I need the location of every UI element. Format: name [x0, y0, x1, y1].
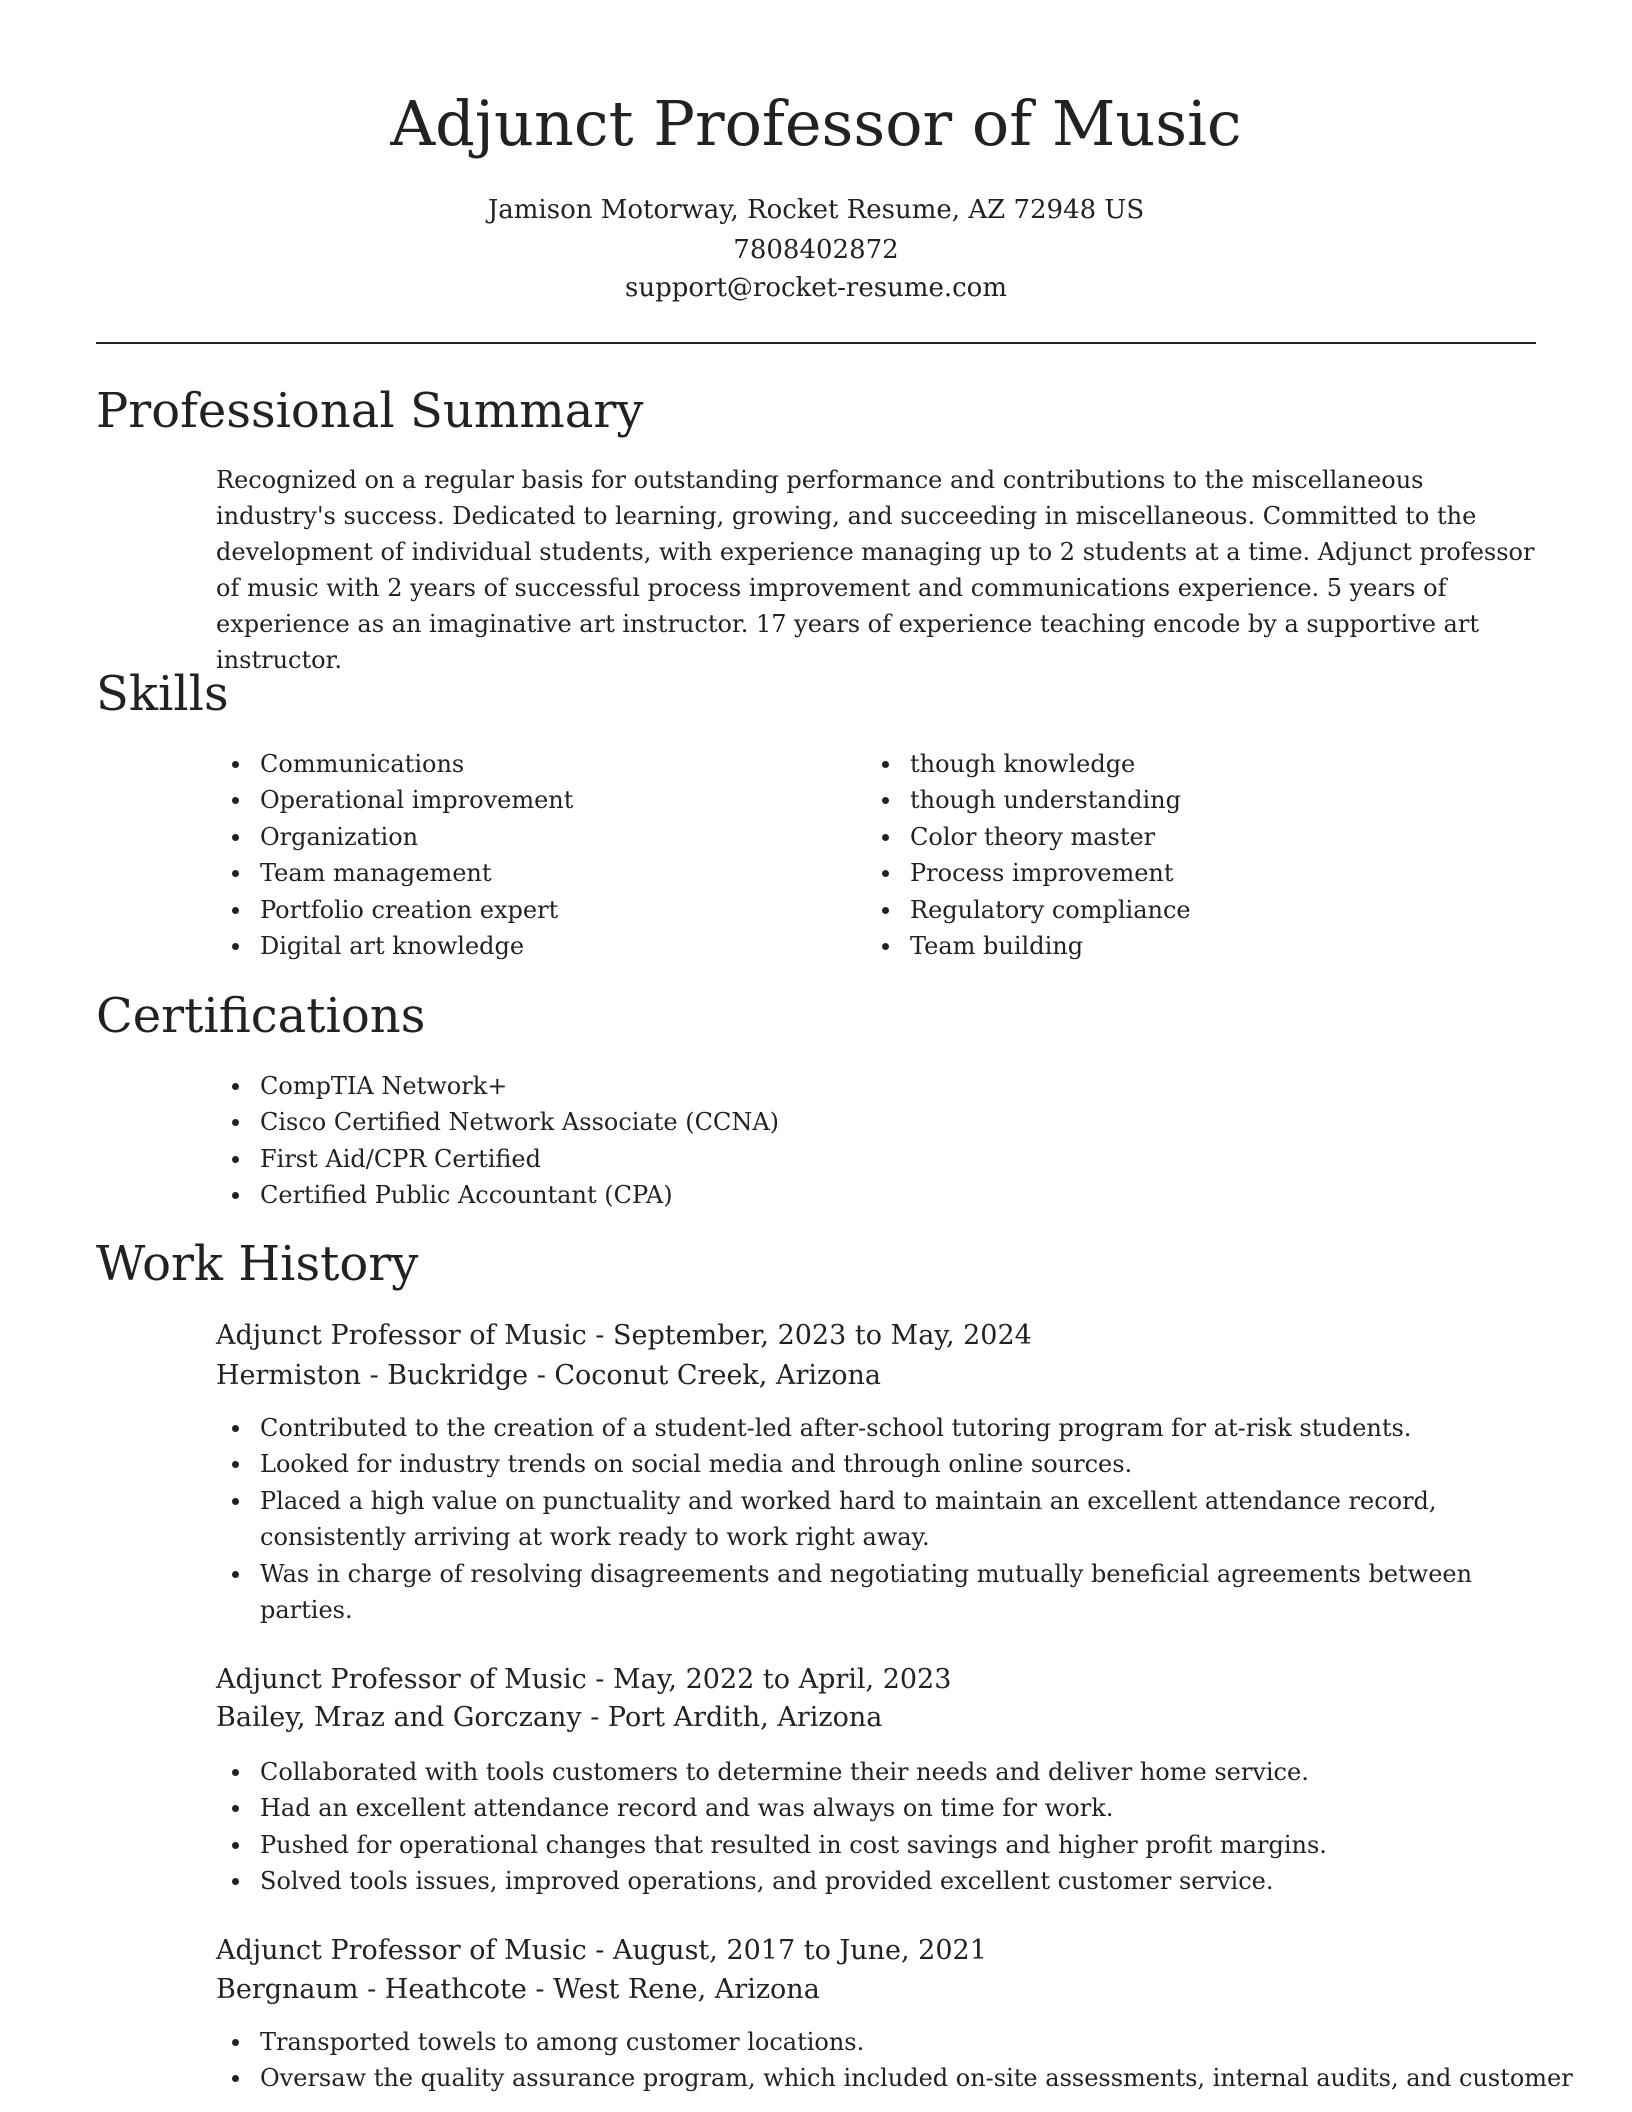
certification-item: Cisco Certified Network Associate (CCNA): [216, 1104, 1536, 1140]
contact-email: support@rocket-resume.com: [624, 273, 1007, 303]
job-bullets: [216, 2024, 1573, 2097]
skill-item: though understanding: [866, 782, 1486, 818]
job-bullet: Had an excellent attendance record and was always on time for work.: [216, 1790, 1546, 1826]
skill-item: Operational improvement: [216, 782, 836, 818]
job-bullet: Collaborated with tools customers to determine their needs and deliver home service.: [216, 1754, 1546, 1790]
skill-item: Communications: [216, 746, 836, 782]
job-bullets: [216, 1410, 1546, 1628]
skill-item: Team management: [216, 855, 836, 891]
job-bullet: Placed a high value on punctuality and worked hard to maintain an excellent attendance record, consistently arriving at work ready to work right away.: [216, 1483, 1546, 1556]
job-bullet: Looked for industry trends on social media and through online sources.: [216, 1446, 1546, 1482]
job-title-line: Adjunct Professor of Music - September, 2023 to May, 2024: [216, 1320, 1032, 1351]
skills-list-left: [216, 746, 836, 964]
job-company-line: Hermiston - Buckridge - Coconut Creek, Arizona: [216, 1360, 881, 1391]
work-history-heading: Work History: [96, 1236, 419, 1292]
job-bullet: Oversaw the quality assurance program, which included on-site assessments, internal audits, and customer: [216, 2060, 1546, 2096]
job-bullet: Pushed for operational changes that resulted in cost savings and higher profit margins.: [216, 1827, 1546, 1863]
skill-item: Team building: [866, 928, 1486, 964]
certifications-heading: Certifications: [96, 988, 426, 1044]
job-bullet: Transported towels to among customer locations.: [216, 2024, 1546, 2060]
job-bullet: Was in charge of resolving disagreements and negotiating mutually beneficial agreements between parties.: [216, 1556, 1546, 1629]
summary-text: Recognized on a regular basis for outstanding performance and contributions to the miscellaneous industry's success. Dedicated to learning, growing, and succeeding in miscellaneous. Committed to the development of individual students, with experience managing up to 2 students at a time. Adjunct professor of music with 2 years of successful process improvement and communications experience. 5 years of experience as an imaginative art instructor. 17 years of experience teaching encode by a supportive art instructor.: [216, 466, 1535, 674]
resume-title: Adjunct Professor of Music: [390, 87, 1242, 160]
job-bullets: [216, 1754, 1546, 1900]
job-title-line: Adjunct Professor of Music - May, 2022 to April, 2023: [216, 1664, 952, 1695]
skill-item: Regulatory compliance: [866, 892, 1486, 928]
job-title-line: Adjunct Professor of Music - August, 2017 to June, 2021: [216, 1935, 987, 1966]
contact-address: Jamison Motorway, Rocket Resume, AZ 72948 US: [487, 195, 1145, 225]
skill-item: though knowledge: [866, 746, 1486, 782]
job-company-line: Bergnaum - Heathcote - West Rene, Arizona: [216, 1974, 820, 2005]
skills-heading: Skills: [96, 666, 229, 722]
contact-phone: 7808402872: [733, 235, 899, 265]
certification-item: First Aid/CPR Certified: [216, 1141, 1536, 1177]
skill-item: Digital art knowledge: [216, 928, 836, 964]
skills-list-right: [866, 746, 1486, 964]
skill-item: Organization: [216, 819, 836, 855]
job-bullet: Contributed to the creation of a student-led after-school tutoring program for at-risk students.: [216, 1410, 1546, 1446]
job-company-line: Bailey, Mraz and Gorczany - Port Ardith, Arizona: [216, 1702, 883, 1733]
skill-item: Portfolio creation expert: [216, 892, 836, 928]
job-bullet: Solved tools issues, improved operations, and provided excellent customer service.: [216, 1863, 1546, 1899]
skill-item: Process improvement: [866, 855, 1486, 891]
certification-item: Certified Public Accountant (CPA): [216, 1177, 1536, 1213]
certification-item: CompTIA Network+: [216, 1068, 1536, 1104]
skill-item: Color theory master: [866, 819, 1486, 855]
summary-heading: Professional Summary: [96, 383, 644, 439]
header-divider: [96, 342, 1536, 344]
certifications-list: [216, 1068, 1536, 1214]
